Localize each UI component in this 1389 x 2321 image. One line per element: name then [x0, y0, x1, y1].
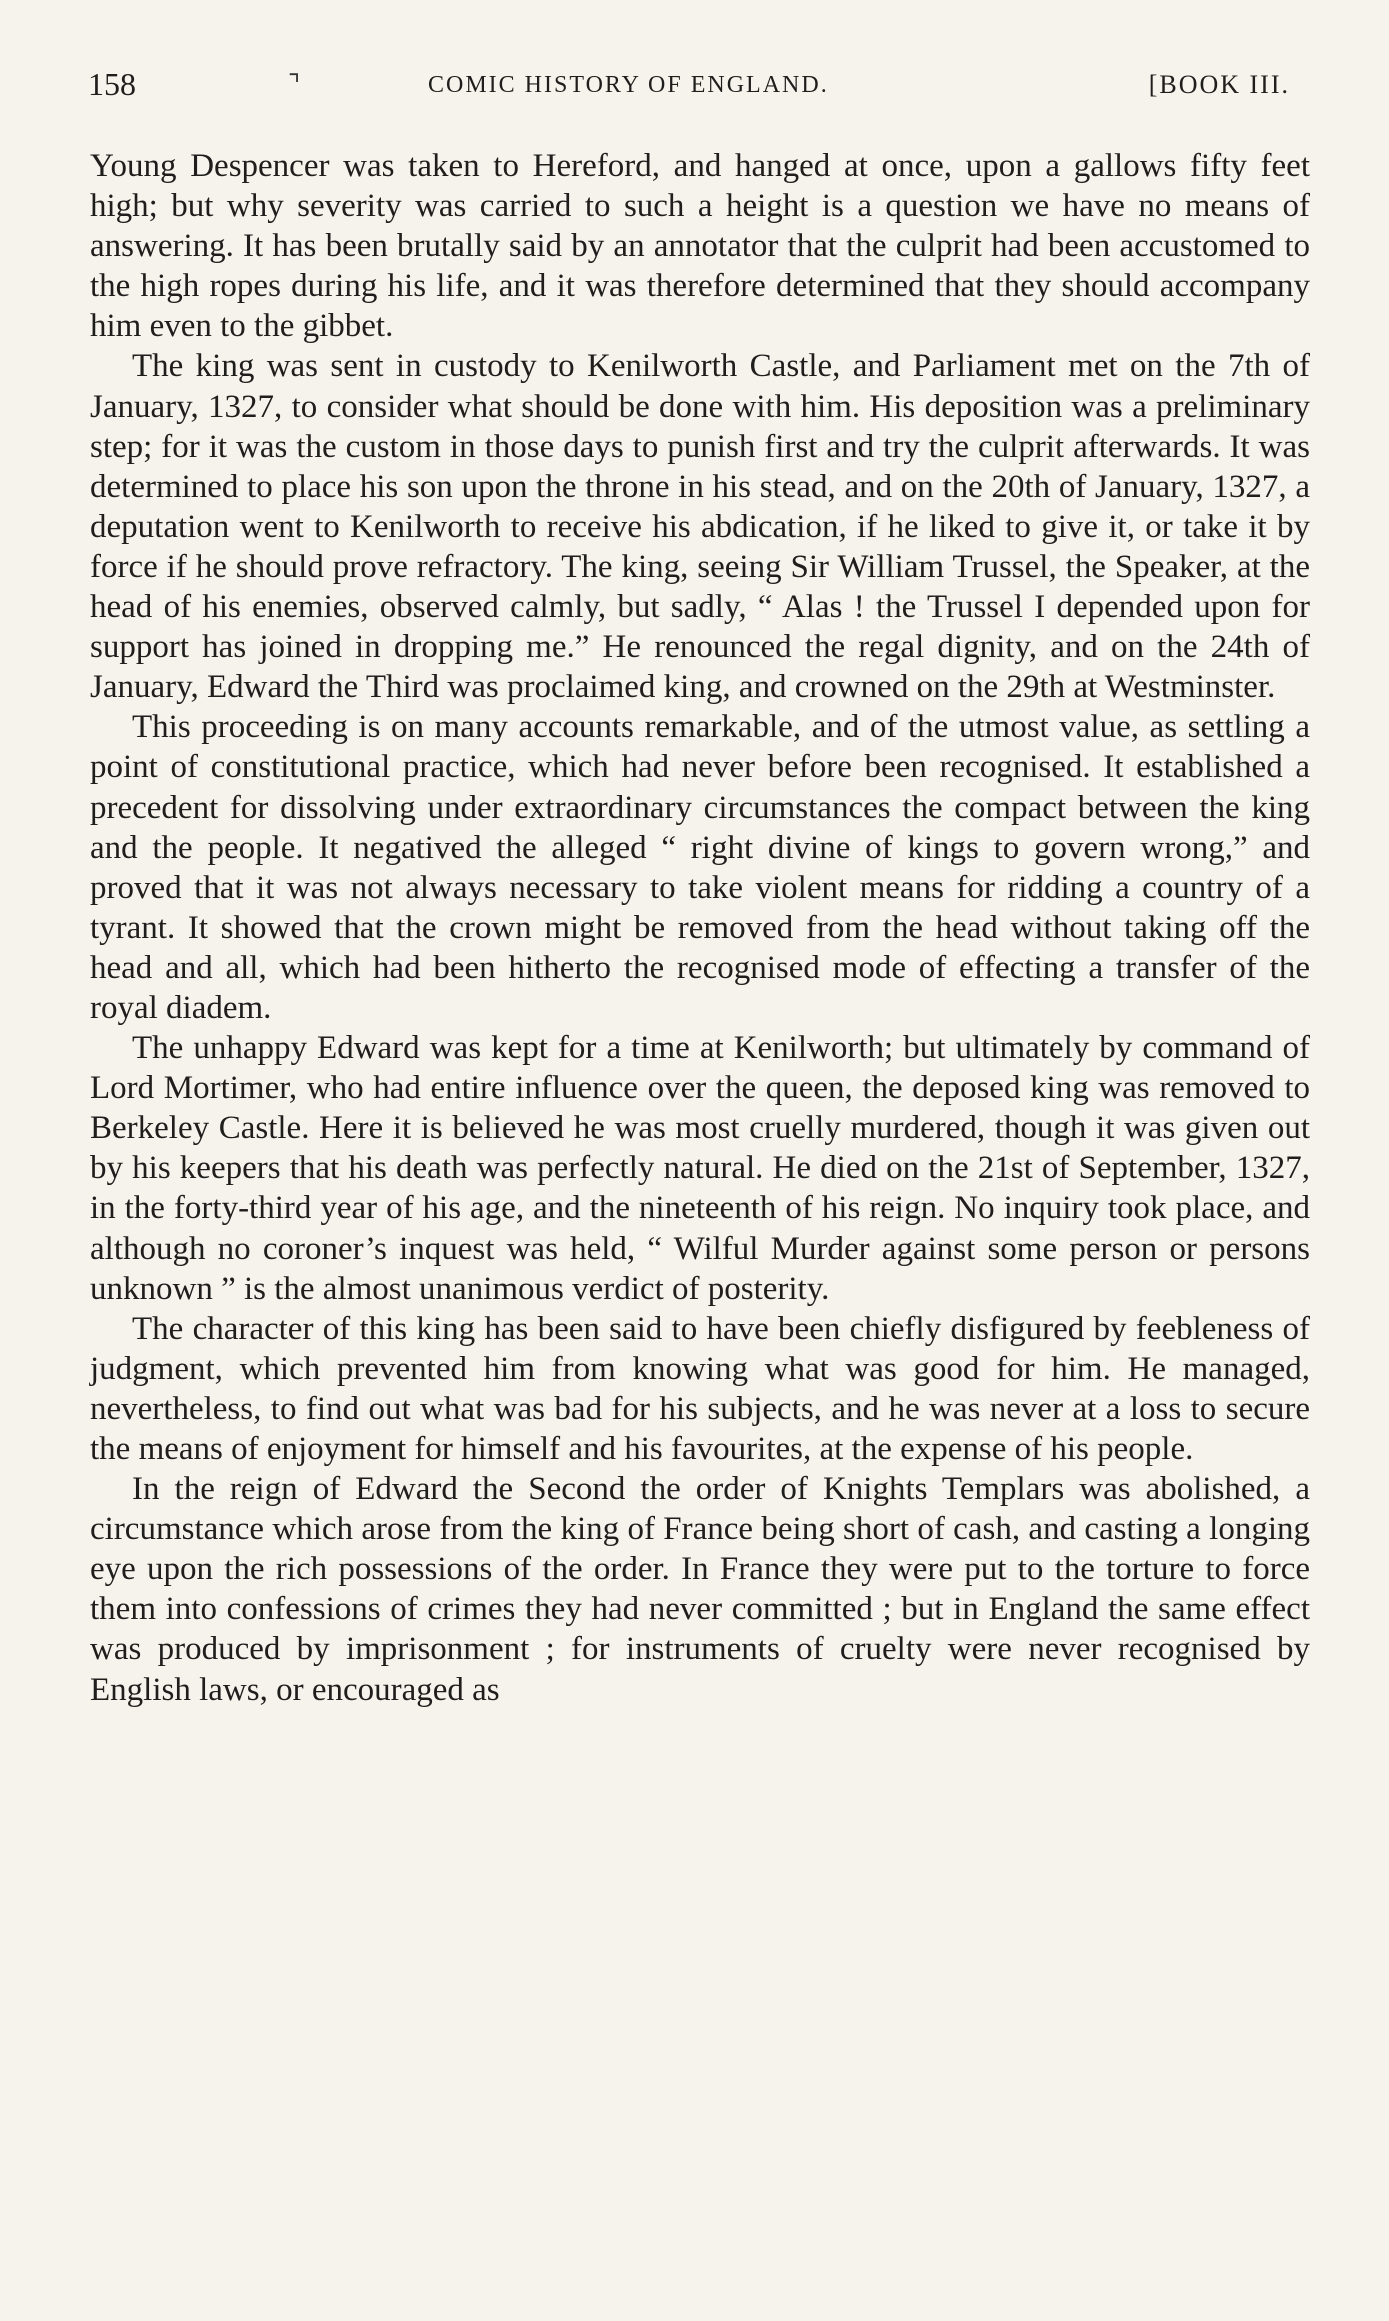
paragraph-deposition: The king was sent in custody to Kenilworth Castle, and Parliament met on the 7th of January, 1327, to consider what should be done with him. His deposition was a preliminary step; for it was the custom in those days to punish first and try the culprit afterwards. It was determined to place his son upon the throne in his stead, and on the 20th of January, 1327, a deputation went to Kenilworth to receive his abdication, if he liked to give it, or take it by force if he should prove refractory. The king, seeing Sir William Trussel, the Speaker, at the head of his enemies, observed calmly, but sadly, “ Alas ! the Trussel I depended upon for support has joined in dropping me.” He renounced the regal dignity, and on the 24th of January, Edward the Third was proclaimed king, and crowned on the 29th at Westminster. [90, 348, 1310, 706]
paragraph-constitutional-precedent: This proceeding is on many accounts remarkable, and of the utmost value, as settling a point of constitutional practice, which had never before been recognised. It established a precedent for dissolving under extraordinary circumstances the compact between the king and the people. It negatived the alleged “ right divine of kings to govern wrong,” and proved that it was not always necessary to take violent means for ridding a country of a tyrant. It showed that the crown might be removed from the head without taking off the head and all, which had been hitherto the recognised mode of effecting a transfer of the royal diadem. [90, 709, 1310, 1026]
page-number: 158 [88, 66, 136, 102]
page-header [88, 66, 1310, 112]
paragraph-despencer: Young Despencer was taken to Hereford, and hanged at once, upon a gallows fifty feet high; but why severity was carried to such a height is a question we have no means of answering. It has been brutally said by an annotator that the culprit had been accustomed to the high ropes during his life, and it was therefore determined that they should accompany him even to the gibbet. [90, 148, 1310, 345]
body-text [90, 146, 1310, 1710]
paragraph-knights-templars: In the reign of Edward the Second the order of Knights Templars was abolished, a circumstance which arose from the king of France being short of cash, and casting a longing eye upon the rich possessions of the order. In France they were put to the torture to force them into confessions of crimes they had never committed ; but in England the same effect was produced by imprisonment ; for instruments of cruelty were never recognised by English laws, or encouraged as [90, 1471, 1310, 1708]
running-title: COMIC HISTORY OF ENGLAND. [428, 72, 829, 98]
paragraph-character: The character of this king has been said to have been chiefly disfigured by feebleness of judgment, which prevented him from knowing what was good for him. He managed, nevertheless, to find out what was bad for his subjects, and he was never at a loss to secure the means of enjoyment for himself and his favourites, at the expense of his people. [90, 1310, 1310, 1467]
paragraph-death-of-edward: The unhappy Edward was kept for a time at Kenilworth; but ultimately by command of Lord Mortimer, who had entire influence over the queen, the deposed king was removed to Berkeley Castle. Here it is believed he was most cruelly murdered, though it was given out by his keepers that his death was perfectly natural. He died on the 21st of September, 1327, in the forty-third year of his age, and the nineteenth of his reign. No inquiry took place, and although no coroner’s inquest was held, “ Wilful Murder against some person or persons unknown ” is the almost unanimous verdict of posterity. [90, 1030, 1310, 1307]
header-printer-mark: ⌝ [288, 70, 301, 100]
book-label: [BOOK III. [1148, 70, 1290, 99]
